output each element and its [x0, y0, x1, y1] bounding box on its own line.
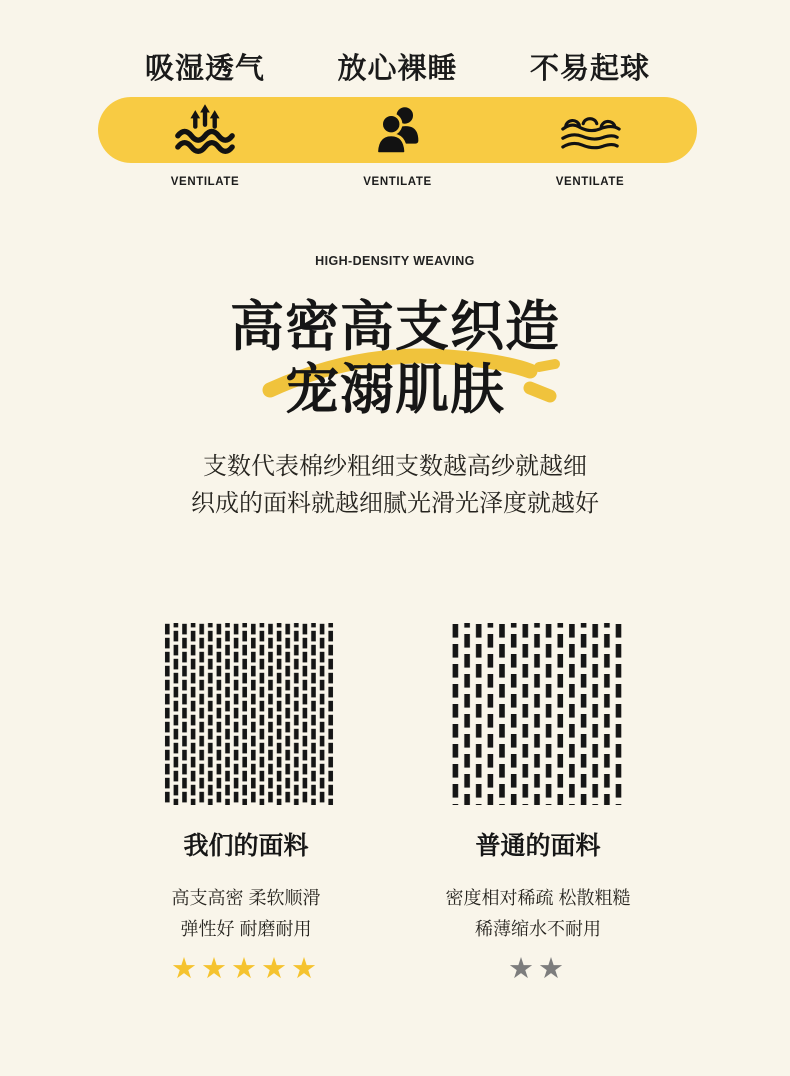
hero-title-line-1: 高密高支织造	[230, 297, 560, 357]
feature-caption: VENTILATE	[363, 176, 432, 188]
our-fabric-column	[131, 826, 361, 984]
our-fabric-desc-line-1: 高支高密 柔软顺滑	[171, 888, 321, 908]
hero-title-line-2: 宠溺肌肤	[285, 360, 505, 420]
ordinary-fabric-desc-line-1: 密度相对稀疏 松散粗糙	[445, 888, 631, 908]
hero-description	[0, 448, 790, 522]
feature-titles-row	[98, 46, 697, 87]
feature-caption: VENTILATE	[555, 176, 625, 188]
ordinary-fabric-heading: 普通的面料	[475, 832, 601, 860]
ordinary-fabric-weave-swatch	[450, 623, 625, 805]
feature-captions-row	[98, 176, 697, 188]
ordinary-fabric-description	[423, 883, 653, 945]
hero-eyebrow: HIGH-DENSITY WEAVING	[315, 254, 475, 268]
anti-pilling-icon	[501, 104, 679, 156]
our-fabric-description	[131, 883, 361, 945]
hero-description-line-2: 织成的面料就越细腻光滑光泽度就越好	[191, 490, 599, 517]
our-fabric-desc-line-2: 弹性好 耐磨耐用	[180, 919, 312, 939]
feature-caption: VENTILATE	[170, 176, 240, 188]
ordinary-fabric-column	[423, 826, 653, 984]
hero-description-line-1: 支数代表棉纱粗细支数越高纱就越细	[203, 453, 587, 480]
our-fabric-heading: 我们的面料	[183, 832, 309, 860]
moisture-breathable-icon	[116, 104, 294, 156]
feature-title-sleep-naked: 放心裸睡	[337, 53, 458, 85]
feature-title-breathable: 吸湿透气	[144, 53, 265, 85]
ordinary-fabric-desc-line-2: 稀薄缩水不耐用	[475, 919, 601, 939]
our-fabric-stars: ★★★★★	[171, 953, 321, 985]
feature-title-no-pilling: 不易起球	[529, 53, 650, 85]
feature-pill	[98, 97, 697, 163]
hero-title	[0, 296, 790, 422]
ordinary-fabric-stars: ★★	[508, 953, 568, 985]
our-fabric-weave-swatch	[163, 623, 335, 805]
people-icon	[309, 104, 487, 156]
